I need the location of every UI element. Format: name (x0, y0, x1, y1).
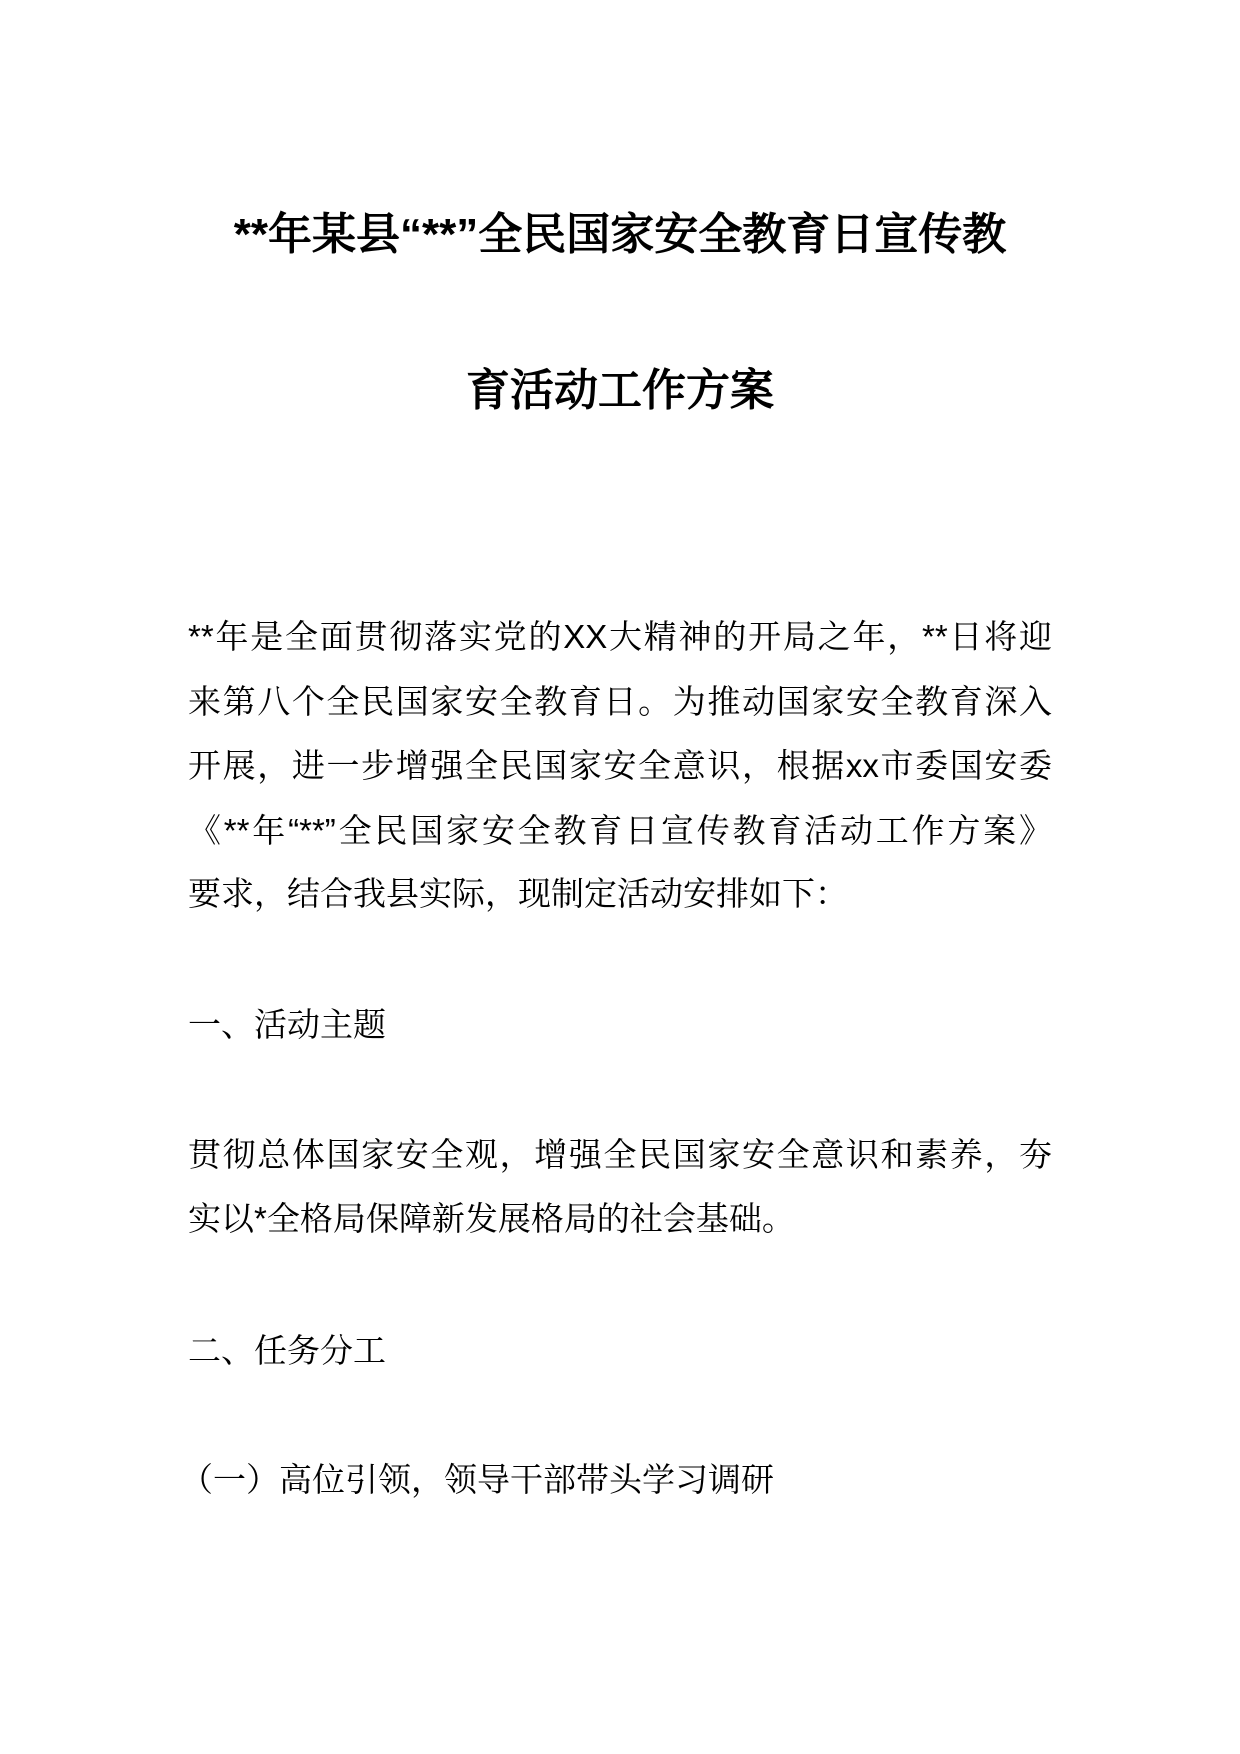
section-heading-activity-theme: 一、活动主题 (188, 1006, 386, 1043)
intro-paragraph-line-4: 《**年“**”全民国家安全教育日宣传教育活动工作方案》 (188, 812, 1052, 849)
subsection-heading-leadership: （一）高位引领，领导干部带头学习调研 (180, 1461, 774, 1498)
theme-paragraph-line-1: 贯彻总体国家安全观，增强全民国家安全意识和素养，夯 (188, 1136, 1052, 1173)
document-title-line-1: **年某县“**”全民国家安全教育日宣传教 (233, 210, 1007, 259)
section-heading-task-division: 二、任务分工 (188, 1332, 386, 1369)
intro-paragraph-line-1: **年是全面贯彻落实党的XX大精神的开局之年，**日将迎 (188, 618, 1052, 655)
theme-paragraph-line-2: 实以*全格局保障新发展格局的社会基础。 (188, 1200, 795, 1237)
intro-paragraph-line-5: 要求，结合我县实际，现制定活动安排如下： (188, 875, 848, 912)
intro-paragraph-line-2: 来第八个全民国家安全教育日。为推动国家安全教育深入 (188, 683, 1052, 720)
document-title-line-2: 育活动工作方案 (466, 366, 774, 415)
intro-paragraph-line-3: 开展，进一步增强全民国家安全意识，根据xx市委国安委 (188, 747, 1052, 784)
